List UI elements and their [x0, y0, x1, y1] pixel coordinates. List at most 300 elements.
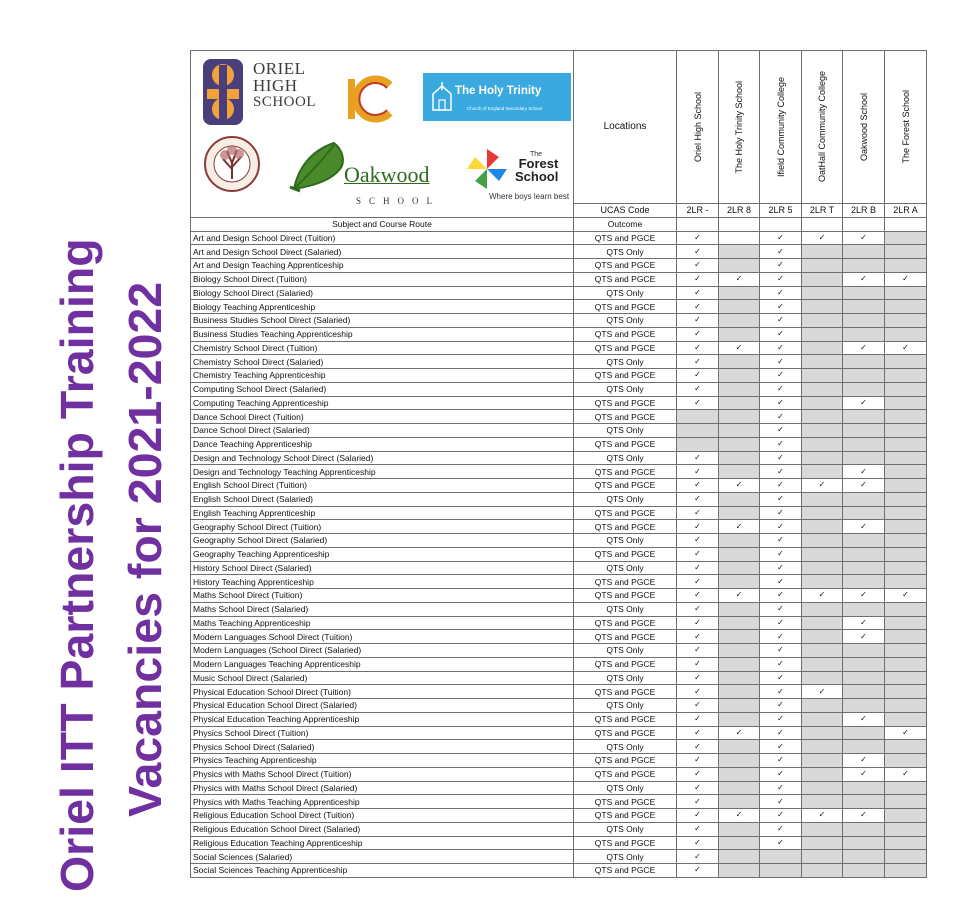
unavailable-cell	[719, 327, 760, 341]
table-row	[191, 644, 927, 658]
school-header-6	[885, 51, 927, 204]
unavailable-cell	[802, 314, 843, 328]
table-row	[191, 286, 927, 300]
unavailable-cell	[802, 836, 843, 850]
check-mark: ✓	[677, 657, 719, 671]
subject-cell: Business Studies Teaching Apprenticeship	[191, 327, 574, 341]
unavailable-cell	[719, 492, 760, 506]
subject-cell: Chemistry School Direct (Tuition)	[191, 341, 574, 355]
outcome-cell: QTS Only	[574, 561, 677, 575]
outcome-cell: QTS and PGCE	[574, 272, 677, 286]
unavailable-cell	[802, 850, 843, 864]
outcome-cell: QTS Only	[574, 382, 677, 396]
outcome-cell: QTS Only	[574, 286, 677, 300]
unavailable-cell	[843, 437, 885, 451]
outcome-cell: QTS and PGCE	[574, 520, 677, 534]
outcome-cell: QTS Only	[574, 602, 677, 616]
check-mark: ✓	[677, 492, 719, 506]
unavailable-cell	[802, 396, 843, 410]
check-mark: ✓	[760, 451, 802, 465]
school-header-3	[760, 51, 802, 204]
check-mark: ✓	[760, 396, 802, 410]
subject-cell: Physics with Maths School Direct (Tuition)	[191, 767, 574, 781]
unavailable-cell	[843, 602, 885, 616]
outcome-cell: QTS and PGCE	[574, 864, 677, 878]
unavailable-cell	[719, 602, 760, 616]
unavailable-cell	[843, 547, 885, 561]
unavailable-cell	[843, 492, 885, 506]
check-mark: ✓	[719, 520, 760, 534]
ic-logo	[344, 73, 396, 125]
check-mark: ✓	[760, 836, 802, 850]
oriel-wordmark	[253, 60, 316, 111]
pinwheel-icon	[465, 147, 509, 191]
oathall-logo	[203, 135, 261, 193]
unavailable-cell	[843, 726, 885, 740]
check-mark: ✓	[677, 726, 719, 740]
outcome-cell: QTS and PGCE	[574, 754, 677, 768]
unavailable-cell	[677, 424, 719, 438]
unavailable-cell	[843, 822, 885, 836]
table-row	[191, 575, 927, 589]
unavailable-cell	[719, 754, 760, 768]
check-mark: ✓	[843, 479, 885, 493]
check-mark: ✓	[677, 644, 719, 658]
table-row	[191, 561, 927, 575]
table-row	[191, 699, 927, 713]
subject-cell: Physics with Maths School Direct (Salaried)	[191, 781, 574, 795]
unavailable-cell	[802, 437, 843, 451]
locations-header: Locations	[574, 51, 677, 204]
subject-cell: Modern Languages (School Direct (Salaried)	[191, 644, 574, 658]
check-mark: ✓	[677, 341, 719, 355]
oakwood-logo	[288, 139, 453, 207]
check-mark: ✓	[760, 795, 802, 809]
unavailable-cell	[843, 259, 885, 273]
subject-cell: Dance School Direct (Salaried)	[191, 424, 574, 438]
unavailable-cell	[802, 630, 843, 644]
unavailable-cell	[719, 850, 760, 864]
table-row	[191, 492, 927, 506]
table-row	[191, 712, 927, 726]
unavailable-cell	[885, 657, 927, 671]
unavailable-cell	[719, 300, 760, 314]
check-mark: ✓	[760, 259, 802, 273]
unavailable-cell	[843, 327, 885, 341]
unavailable-cell	[885, 740, 927, 754]
unavailable-cell	[719, 424, 760, 438]
check-mark: ✓	[677, 520, 719, 534]
unavailable-cell	[802, 492, 843, 506]
unavailable-cell	[802, 602, 843, 616]
check-mark: ✓	[843, 630, 885, 644]
unavailable-cell	[885, 465, 927, 479]
vacancies-table	[190, 50, 927, 878]
subject-cell: Biology Teaching Apprenticeship	[191, 300, 574, 314]
table-row	[191, 589, 927, 603]
unavailable-cell	[885, 369, 927, 383]
ucas-code-2: 2LR 8	[719, 204, 760, 218]
unavailable-cell	[843, 657, 885, 671]
unavailable-cell	[843, 424, 885, 438]
subject-cell: Computing Teaching Apprenticeship	[191, 396, 574, 410]
check-mark: ✓	[677, 712, 719, 726]
table-row	[191, 685, 927, 699]
subject-cell: Physics Teaching Apprenticeship	[191, 754, 574, 768]
table-row	[191, 341, 927, 355]
ic-monogram-icon	[344, 73, 396, 125]
check-mark: ✓	[677, 534, 719, 548]
table-row	[191, 506, 927, 520]
trinity-church-icon	[431, 82, 453, 112]
unavailable-cell	[885, 547, 927, 561]
check-mark: ✓	[760, 520, 802, 534]
unavailable-cell	[843, 740, 885, 754]
blank-header-cell	[677, 217, 719, 231]
unavailable-cell	[802, 616, 843, 630]
unavailable-cell	[885, 575, 927, 589]
check-mark: ✓	[885, 272, 927, 286]
check-mark: ✓	[760, 809, 802, 823]
check-mark: ✓	[677, 671, 719, 685]
unavailable-cell	[719, 410, 760, 424]
check-mark: ✓	[677, 272, 719, 286]
check-mark: ✓	[760, 492, 802, 506]
oak-leaf-icon	[288, 139, 350, 193]
ucas-code-6: 2LR A	[885, 204, 927, 218]
check-mark: ✓	[677, 286, 719, 300]
unavailable-cell	[802, 671, 843, 685]
logo-panel	[191, 51, 574, 218]
subject-cell: Dance School Direct (Tuition)	[191, 410, 574, 424]
unavailable-cell	[802, 520, 843, 534]
subject-cell: Modern Languages Teaching Apprenticeship	[191, 657, 574, 671]
unavailable-cell	[719, 767, 760, 781]
unavailable-cell	[802, 424, 843, 438]
check-mark: ✓	[677, 809, 719, 823]
unavailable-cell	[802, 506, 843, 520]
unavailable-cell	[843, 561, 885, 575]
forest-wordmark	[515, 157, 558, 183]
unavailable-cell	[719, 864, 760, 878]
check-mark: ✓	[760, 726, 802, 740]
outcome-cell: QTS and PGCE	[574, 685, 677, 699]
unavailable-cell	[843, 300, 885, 314]
check-mark: ✓	[843, 589, 885, 603]
unavailable-cell	[719, 671, 760, 685]
check-mark: ✓	[760, 671, 802, 685]
check-mark: ✓	[760, 286, 802, 300]
ucas-code-1: 2LR -	[677, 204, 719, 218]
outcome-cell: QTS Only	[574, 740, 677, 754]
check-mark: ✓	[802, 685, 843, 699]
check-mark: ✓	[677, 864, 719, 878]
subject-cell: Social Sciences (Salaried)	[191, 850, 574, 864]
check-mark: ✓	[677, 506, 719, 520]
unavailable-cell	[802, 712, 843, 726]
subject-cell: Maths School Direct (Tuition)	[191, 589, 574, 603]
unavailable-cell	[719, 547, 760, 561]
unavailable-cell	[802, 726, 843, 740]
check-mark: ✓	[719, 341, 760, 355]
unavailable-cell	[843, 836, 885, 850]
trinity-subtitle: Church of England Secondary School	[467, 106, 543, 111]
unavailable-cell	[719, 259, 760, 273]
blank-header-cell	[885, 217, 927, 231]
blank-header-cell	[802, 217, 843, 231]
unavailable-cell	[843, 314, 885, 328]
trinity-name: The Holy Trinity	[455, 85, 542, 97]
unavailable-cell	[802, 754, 843, 768]
check-mark: ✓	[760, 547, 802, 561]
unavailable-cell	[802, 451, 843, 465]
unavailable-cell	[885, 836, 927, 850]
check-mark: ✓	[760, 341, 802, 355]
subject-cell: Physics with Maths Teaching Apprenticeship	[191, 795, 574, 809]
unavailable-cell	[719, 355, 760, 369]
subject-cell: Design and Technology School Direct (Salaried)	[191, 451, 574, 465]
outcome-cell: QTS and PGCE	[574, 589, 677, 603]
unavailable-cell	[802, 369, 843, 383]
table-row	[191, 424, 927, 438]
check-mark: ✓	[677, 850, 719, 864]
unavailable-cell	[885, 616, 927, 630]
check-mark: ✓	[802, 231, 843, 245]
outcome-cell: QTS and PGCE	[574, 809, 677, 823]
subject-cell: Geography School Direct (Tuition)	[191, 520, 574, 534]
check-mark: ✓	[843, 520, 885, 534]
unavailable-cell	[885, 424, 927, 438]
oriel-line2: HIGH	[253, 76, 298, 95]
check-mark: ✓	[760, 245, 802, 259]
unavailable-cell	[885, 822, 927, 836]
unavailable-cell	[719, 437, 760, 451]
school-header-4	[802, 51, 843, 204]
table-row	[191, 602, 927, 616]
check-mark: ✓	[760, 712, 802, 726]
unavailable-cell	[802, 644, 843, 658]
outcome-cell: QTS Only	[574, 534, 677, 548]
outcome-cell: QTS and PGCE	[574, 547, 677, 561]
check-mark: ✓	[719, 272, 760, 286]
check-mark: ✓	[802, 479, 843, 493]
unavailable-cell	[802, 781, 843, 795]
unavailable-cell	[843, 410, 885, 424]
unavailable-cell	[843, 382, 885, 396]
subject-cell: Physics School Direct (Tuition)	[191, 726, 574, 740]
outcome-cell: QTS Only	[574, 644, 677, 658]
subject-cell: Maths Teaching Apprenticeship	[191, 616, 574, 630]
unavailable-cell	[802, 534, 843, 548]
check-mark: ✓	[677, 781, 719, 795]
table-row	[191, 822, 927, 836]
check-mark: ✓	[677, 547, 719, 561]
outcome-cell: QTS Only	[574, 671, 677, 685]
outcome-cell: QTS and PGCE	[574, 341, 677, 355]
unavailable-cell	[719, 781, 760, 795]
table-row	[191, 437, 927, 451]
unavailable-cell	[802, 259, 843, 273]
table-row	[191, 657, 927, 671]
check-mark: ✓	[760, 699, 802, 713]
table-row	[191, 465, 927, 479]
unavailable-cell	[885, 314, 927, 328]
side-title	[35, 42, 185, 892]
outcome-cell: QTS and PGCE	[574, 465, 677, 479]
check-mark: ✓	[677, 396, 719, 410]
unavailable-cell	[719, 506, 760, 520]
outcome-cell: QTS and PGCE	[574, 369, 677, 383]
subject-cell: English Teaching Apprenticeship	[191, 506, 574, 520]
subject-cell: Computing School Direct (Salaried)	[191, 382, 574, 396]
subject-cell: Social Sciences Teaching Apprenticeship	[191, 864, 574, 878]
unavailable-cell	[843, 286, 885, 300]
unavailable-cell	[719, 314, 760, 328]
unavailable-cell	[885, 231, 927, 245]
check-mark: ✓	[843, 754, 885, 768]
unavailable-cell	[843, 644, 885, 658]
forest-school-logo	[453, 147, 574, 205]
subject-cell: History School Direct (Salaried)	[191, 561, 574, 575]
unavailable-cell	[885, 259, 927, 273]
outcome-cell: QTS Only	[574, 451, 677, 465]
outcome-cell: QTS Only	[574, 245, 677, 259]
check-mark: ✓	[677, 465, 719, 479]
outcome-cell: QTS Only	[574, 699, 677, 713]
unavailable-cell	[885, 671, 927, 685]
subject-cell: English School Direct (Tuition)	[191, 479, 574, 493]
subject-cell: Art and Design School Direct (Tuition)	[191, 231, 574, 245]
check-mark: ✓	[760, 231, 802, 245]
unavailable-cell	[719, 822, 760, 836]
table-row	[191, 850, 927, 864]
check-mark: ✓	[760, 630, 802, 644]
unavailable-cell	[719, 630, 760, 644]
table-row	[191, 795, 927, 809]
check-mark: ✓	[760, 644, 802, 658]
unavailable-cell	[719, 657, 760, 671]
unavailable-cell	[802, 767, 843, 781]
check-mark: ✓	[760, 327, 802, 341]
check-mark: ✓	[677, 314, 719, 328]
subject-cell: Chemistry School Direct (Salaried)	[191, 355, 574, 369]
subject-cell: Geography School Direct (Salaried)	[191, 534, 574, 548]
ucas-code-5: 2LR B	[843, 204, 885, 218]
unavailable-cell	[885, 396, 927, 410]
check-mark: ✓	[885, 589, 927, 603]
unavailable-cell	[843, 534, 885, 548]
check-mark: ✓	[760, 272, 802, 286]
table-row	[191, 259, 927, 273]
unavailable-cell	[677, 437, 719, 451]
subject-cell: Biology School Direct (Tuition)	[191, 272, 574, 286]
check-mark: ✓	[760, 575, 802, 589]
unavailable-cell	[719, 836, 760, 850]
subject-cell: Maths School Direct (Salaried)	[191, 602, 574, 616]
unavailable-cell	[885, 699, 927, 713]
check-mark: ✓	[677, 630, 719, 644]
unavailable-cell	[802, 864, 843, 878]
outcome-cell: QTS and PGCE	[574, 410, 677, 424]
school-header-5	[843, 51, 885, 204]
forest-line1: Forest	[518, 156, 559, 171]
check-mark: ✓	[677, 589, 719, 603]
check-mark: ✓	[677, 754, 719, 768]
unavailable-cell	[719, 396, 760, 410]
unavailable-cell	[719, 795, 760, 809]
check-mark: ✓	[843, 809, 885, 823]
unavailable-cell	[885, 286, 927, 300]
subject-cell: Music School Direct (Salaried)	[191, 671, 574, 685]
unavailable-cell	[719, 644, 760, 658]
unavailable-cell	[885, 534, 927, 548]
unavailable-cell	[885, 809, 927, 823]
table-row	[191, 479, 927, 493]
check-mark: ✓	[760, 355, 802, 369]
unavailable-cell	[843, 781, 885, 795]
outcome-cell: QTS Only	[574, 850, 677, 864]
check-mark: ✓	[677, 602, 719, 616]
empty-cell	[719, 231, 760, 245]
outcome-cell: QTS and PGCE	[574, 767, 677, 781]
check-mark: ✓	[677, 300, 719, 314]
subject-cell: Dance Teaching Apprenticeship	[191, 437, 574, 451]
check-mark: ✓	[677, 451, 719, 465]
check-mark: ✓	[719, 589, 760, 603]
subject-cell: Physical Education Teaching Apprenticeship	[191, 712, 574, 726]
check-mark: ✓	[677, 259, 719, 273]
subject-cell: Geography Teaching Apprenticeship	[191, 547, 574, 561]
check-mark: ✓	[760, 437, 802, 451]
check-mark: ✓	[760, 754, 802, 768]
unavailable-cell	[719, 575, 760, 589]
unavailable-cell	[802, 300, 843, 314]
table-row	[191, 767, 927, 781]
check-mark: ✓	[677, 575, 719, 589]
unavailable-cell	[719, 465, 760, 479]
holy-trinity-logo	[423, 73, 571, 121]
unavailable-cell	[885, 850, 927, 864]
unavailable-cell	[719, 699, 760, 713]
school-name-6: The Forest School	[900, 90, 911, 164]
ucas-code-label: UCAS Code	[574, 204, 677, 218]
unavailable-cell	[885, 382, 927, 396]
check-mark: ✓	[760, 382, 802, 396]
unavailable-cell	[802, 465, 843, 479]
outcome-cell: QTS and PGCE	[574, 726, 677, 740]
unavailable-cell	[885, 712, 927, 726]
check-mark: ✓	[677, 479, 719, 493]
check-mark: ✓	[843, 231, 885, 245]
subject-cell: Physical Education School Direct (Salaried)	[191, 699, 574, 713]
side-title-line2: Vacancies for 2021-2022	[119, 281, 171, 817]
unavailable-cell	[802, 382, 843, 396]
table-row	[191, 630, 927, 644]
school-name-4: OatHall Community College	[817, 71, 827, 183]
unavailable-cell	[802, 355, 843, 369]
table-row	[191, 520, 927, 534]
check-mark: ✓	[677, 382, 719, 396]
check-mark: ✓	[760, 740, 802, 754]
outcome-cell: QTS Only	[574, 492, 677, 506]
check-mark: ✓	[760, 657, 802, 671]
unavailable-cell	[802, 547, 843, 561]
unavailable-cell	[843, 795, 885, 809]
outcome-cell: QTS Only	[574, 822, 677, 836]
school-name-2: The Holy Trinity School	[734, 80, 744, 174]
forest-the: The	[530, 151, 543, 158]
unavailable-cell	[885, 300, 927, 314]
